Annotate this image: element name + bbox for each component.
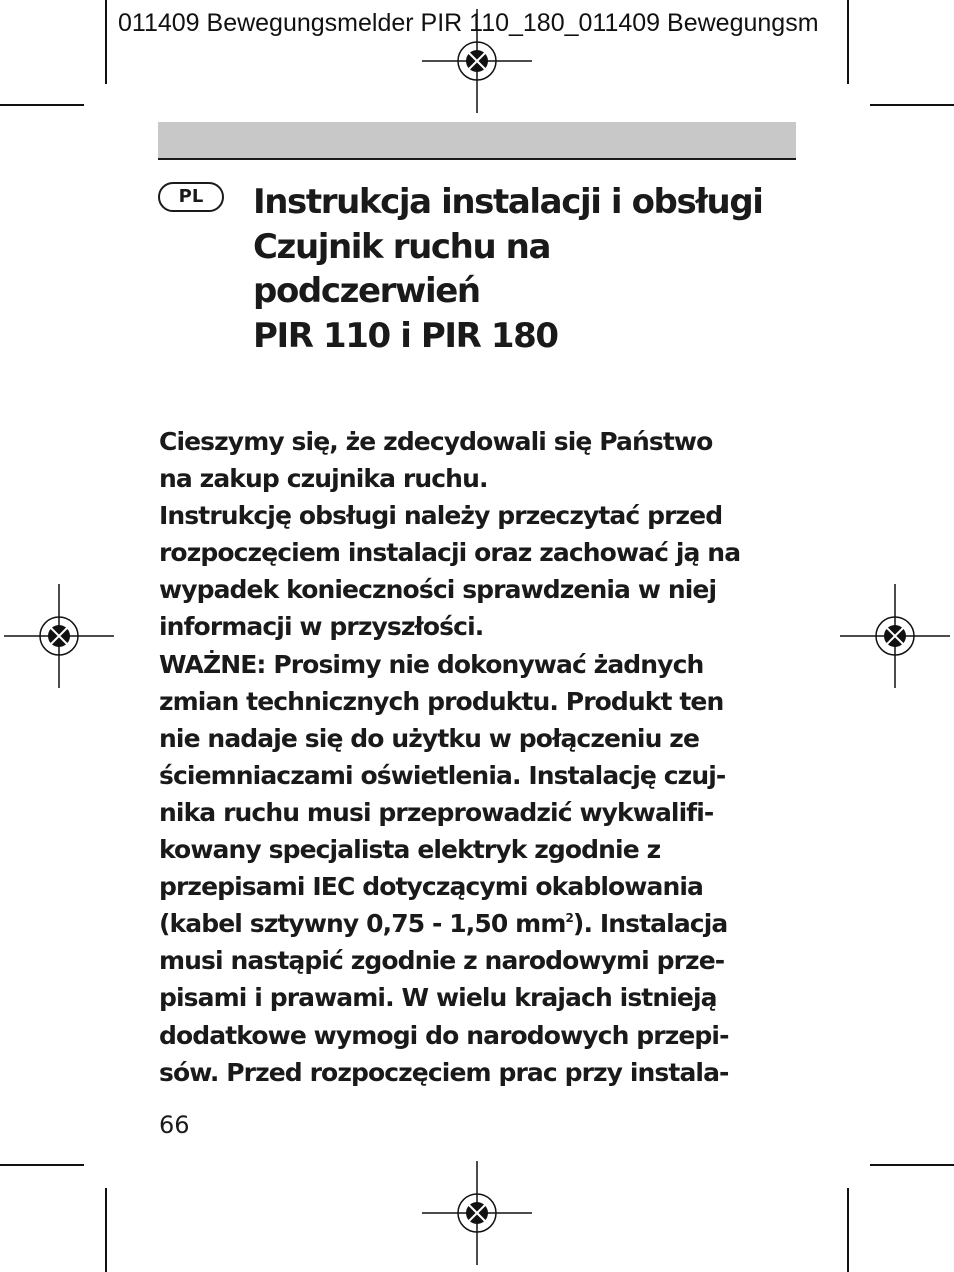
text-line: ściemniaczami oświetlenia. Instalację czuj-: [159, 760, 726, 790]
text-line: zmian technicznych produktu. Produkt ten: [159, 686, 724, 716]
title-line: podczerwień: [253, 271, 480, 311]
text-line: kowany specjalista elektryk zgodnie z: [159, 835, 661, 865]
page-title: [253, 180, 813, 358]
registration-mark-top-icon: [422, 6, 532, 116]
title-line: Czujnik ruchu na: [253, 226, 551, 267]
superscript: 2: [565, 911, 573, 926]
text-fragment: ). Instalacja: [572, 909, 728, 939]
language-badge: PL: [158, 182, 224, 212]
page-number: 66: [159, 1111, 190, 1139]
title-line: PIR 110 i PIR 180: [253, 315, 558, 356]
crop-mark-bottom-right-horizontal: [870, 1164, 954, 1166]
crop-mark-top-left-horizontal: [0, 104, 84, 106]
title-line: Instrukcja instalacji i obsługi: [253, 182, 763, 222]
text-line: sów. Przed rozpoczęciem prac przy instala-: [159, 1057, 729, 1087]
text-line: Cieszymy się, że zdecydowali się Państwo: [159, 427, 713, 456]
text-line: dodatkowe wymogi do narodowych przepi-: [159, 1020, 729, 1050]
crop-mark-bottom-right-vertical: [847, 1188, 849, 1272]
text-line: na zakup czujnika ruchu.: [159, 464, 488, 494]
text-line: WAŻNE: Prosimy nie dokonywać żadnych: [159, 649, 704, 679]
section-header-band: [158, 122, 796, 160]
crop-mark-top-right-vertical: [847, 0, 849, 84]
print-header: 011409 Bewegungsmelder PIR 110_180_011409 Bewegungsm: [118, 9, 819, 37]
crop-mark-top-right-horizontal: [870, 104, 954, 106]
text-line: Instrukcję obsługi należy przeczytać przed: [159, 501, 723, 531]
text-line-with-superscript: [159, 905, 819, 942]
text-line: nika ruchu musi przeprowadzić wykwalifi-: [159, 797, 714, 827]
crop-mark-bottom-left-vertical: [105, 1188, 107, 1272]
text-fragment: (kabel sztywny 0,75 - 1,50 mm: [159, 909, 566, 939]
text-line: wypadek konieczności sprawdzenia w niej: [159, 575, 717, 605]
text-line: musi nastąpić zgodnie z narodowymi prze-: [159, 946, 725, 976]
registration-mark-left-icon: [4, 581, 114, 691]
text-line: nie nadaje się do użytku w połączeniu ze: [159, 723, 700, 753]
crop-mark-bottom-left-horizontal: [0, 1164, 84, 1166]
intro-paragraph: [159, 423, 819, 1091]
registration-mark-bottom-icon: [422, 1158, 532, 1268]
text-line: rozpoczęciem instalacji oraz zachować ją na: [159, 538, 741, 568]
text-line: przepisami IEC dotyczącymi okablowania: [159, 872, 704, 902]
text-line: pisami i prawami. W wielu krajach istnieją: [159, 983, 717, 1013]
text-line: informacji w przyszłości.: [159, 612, 484, 642]
crop-mark-top-left-vertical: [105, 0, 107, 84]
registration-mark-right-icon: [840, 581, 950, 691]
